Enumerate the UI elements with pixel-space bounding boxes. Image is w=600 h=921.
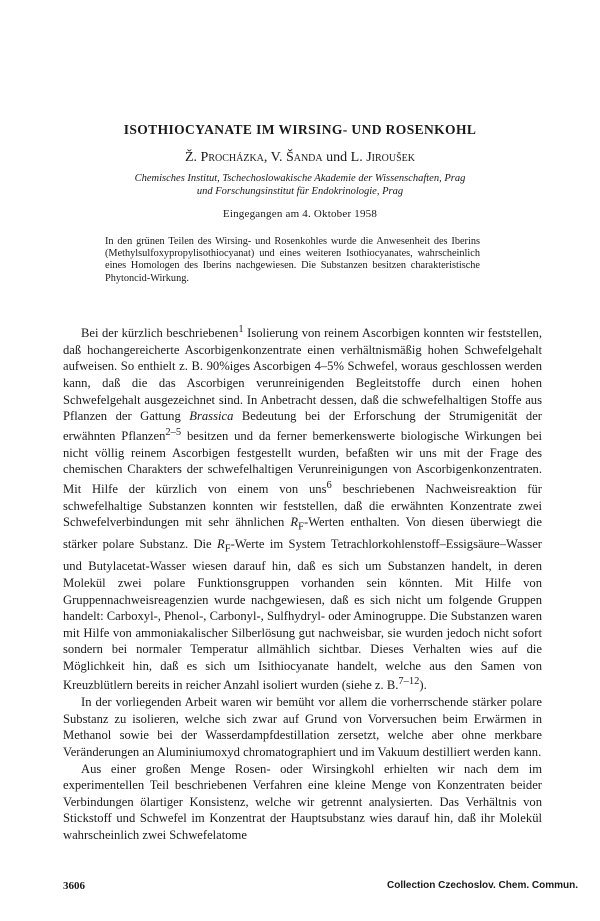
affiliation	[0, 172, 600, 198]
text-run: ).	[419, 678, 427, 693]
rf-subscript: F	[298, 521, 304, 533]
rf-symbol: R	[290, 515, 299, 530]
affiliation-line: Chemisches Institut, Tschechoslowakische Akademie der Wissenschaften, Prag	[134, 173, 466, 184]
received-date: Eingegangen am 4. Oktober 1958	[222, 208, 378, 220]
rf-subscript: F	[224, 543, 231, 555]
author-line	[0, 150, 600, 166]
author-separator: und L.	[322, 150, 367, 165]
reference-marker: 2–5	[165, 426, 182, 438]
author-name: Procházka	[200, 150, 264, 165]
article-title: ISOTHIOCYANATE IM WIRSING- UND ROSENKOHL	[123, 122, 477, 137]
text-run: -Werten enthalten. Von diesen überwiegt die stärker polare Substanz. Die	[63, 515, 542, 552]
text-run: Bei der kürzlich beschriebenen	[81, 326, 239, 341]
rf-symbol: R	[217, 537, 225, 552]
reference-marker: 7–12	[398, 676, 420, 688]
text-run: beschriebenen Nachweisreaktion für schwefelhaltige Substanzen konnten wir feststellen, daß die erwähnten Konzentrate zwei Schwefelverbindungen mit sehr ähnlichen	[63, 481, 542, 530]
author-name: Jiroušek	[366, 150, 415, 165]
author-separator: , V.	[263, 150, 286, 165]
reference-marker: 6	[326, 479, 332, 491]
journal-name: Collection Czechoslov. Chem. Commun.	[387, 880, 578, 891]
author-initial: Ž.	[184, 150, 201, 165]
text-run: besitzen und da ferner bemerkenswerte biologische Wirkungen bei nicht völlig reinem Ascorbigen festgestellt wurden, befaßten wir uns mit der Frage des chemischen Charakters der schwefelhaltigen Verunreinigungen von Ascorbigenkonzentraten. Mit Hilfe der kürzlich von einem von uns	[63, 428, 543, 496]
text-run: Isolierung von reinem Ascorbigen konnten wir feststellen, daß hochangereicherte Ascorbigenkonzentrate einen verhältnismäßig hohen Schwefelgehalt aufweisen. So enthielt z. B. 90%iges Ascorbigen 4–5% Schwefel, woraus geschlossen werden kann, daß die das Ascorbigen verunreinigenden Begleitstoffe durch einen hohen Schwefelgehalt ausgezeichnet sind. In Anbetracht dessen, daß die schwefelhaltigen Stoffe aus Pflanzen der Gattung	[63, 326, 542, 424]
genus-name: Brassica	[189, 409, 234, 424]
affiliation-line: und Forschungsinstitut für Endokrinologie, Prag	[196, 186, 404, 197]
paragraph: Aus einer großen Menge Rosen- oder Wirsingkohl erhielten wir nach dem im experimentellen Teil beschriebenen Verfahren eine kleine Menge von Konzentraten beider Verbindungen ölartiger Konsistenz, welche wir getrennt analysierten. Das Verhältnis von Stickstoff und Schwefel im Konzentrat der Hauptsubstanz wies darauf hin, daß ihr Molekül wahrscheinlich zwei Schwefelatome	[63, 761, 542, 842]
text-run: -Werte im System Tetrachlorkohlenstoff–Essigsäure–Wasser und Butylacetat-Wasser wiesen darauf hin, daß es sich um Substanzen handelt, in deren Molekül zwei polare Funktionsgruppen vorhanden sein könnten. Mit Hilfe von Gruppennachweisreagenzien wurde nachgewiesen, daß es sich nicht um folgende Gruppen handelt: Carboxyl-, Phenol-, Carbonyl-, Sulfhydryl- oder Aminogruppe. Die Substanzen waren mit Hilfe von ammoniakalischer Silberlösung gut nachweisbar, sie wurden jedoch nicht sofort sondern bei normaler Temperatur allmählich sichtbar. Dieses Verhalten wies auf die Möglichkeit hin, daß es sich um Isithiocyanate handelt, welche aus den Samen von Kreuzblütlern bereits in reicher Anzahl isoliert wurden (siehe z. B.	[63, 537, 542, 693]
reference-marker: 1	[238, 324, 244, 335]
abstract-text: In den grünen Teilen des Wirsing- und Rosenkohles wurde die Anwesenheit des Iberins (Methylsulfoxypropylisothiocyanat) und eines weiteren Isothiocyanates, wahrscheinlich eines Homologen des Iberins nachgewiesen. Die Substanzen besitzen charakteristische Phytoncid-Wirkung.	[105, 236, 480, 284]
body-text	[63, 322, 542, 844]
page-number: 3606	[63, 880, 85, 892]
text-run: Bedeutung bei der Erforschung der Strumigenität der erwähnten Pflanzen	[63, 409, 542, 443]
paragraph: In der vorliegenden Arbeit waren wir bemüht vor allem die vorherrschende stärker polare Substanz zu isolieren, welche sich zwar auf Grund von Vorversuchen beim Erwärmen in Methanol sowie bei der Wasserdampfdestillation zersetzt, welche aber ohne merkbare Veränderungen an Aluminiumoxyd chromatographiert und im Vakuum destilliert werden kann.	[63, 695, 542, 760]
author-name: Šanda	[285, 150, 323, 165]
abstract	[105, 236, 480, 285]
paragraph	[63, 322, 542, 694]
